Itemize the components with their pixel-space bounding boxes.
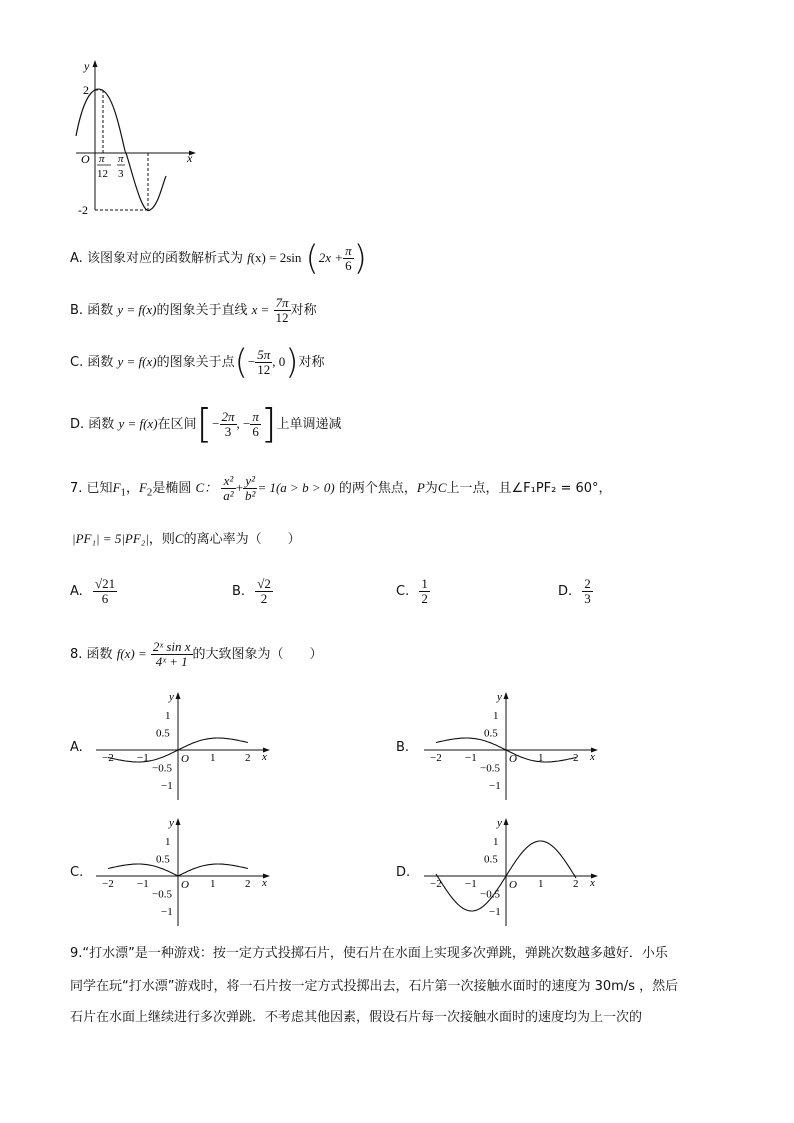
x-tick-neg2: −2 [430, 878, 442, 890]
fraction [255, 577, 273, 605]
right-paren: ) [353, 238, 367, 279]
option-text: 对称 [298, 355, 325, 370]
denominator: 2 [260, 591, 268, 606]
fraction [93, 577, 117, 605]
y-tick-neg0.5: −0.5 [480, 762, 500, 775]
denominator: 6 [101, 591, 109, 606]
option-text: 函数 [87, 303, 114, 318]
math-var: P [416, 480, 425, 495]
y-axis-label: y [497, 817, 502, 829]
y-tick-neg0.5: −0.5 [152, 762, 172, 775]
y-axis-label: y [497, 691, 502, 703]
numerator: x² [221, 474, 235, 489]
math-expr: |PF₁| = 5|PF₂| [72, 531, 149, 546]
x-tick-1: 1 [538, 752, 544, 764]
fraction [343, 244, 354, 272]
x-tick-neg1: −1 [137, 752, 149, 764]
denominator: b² [245, 488, 256, 503]
tick-12: 12 [97, 168, 108, 180]
minus-sign: − [247, 354, 256, 369]
numerator: π [345, 243, 352, 259]
numerator: 2ˣ sin x [152, 639, 191, 655]
denominator: 6 [345, 258, 352, 273]
y-tick-0.5: 0.5 [156, 853, 170, 866]
origin-label: O [181, 879, 189, 891]
option-label: C. [70, 355, 84, 370]
x-tick-1: 1 [210, 752, 216, 764]
x-axis-label: x [262, 877, 267, 889]
q7-choice-c[interactable] [396, 570, 430, 614]
math-expr: = 1(a > b > 0) [257, 480, 335, 495]
numerator: 2 [584, 576, 591, 592]
y-tick-neg0.5: −0.5 [480, 888, 500, 901]
question-text: 的离心率为（ ） [183, 532, 301, 547]
q7-choice-a[interactable] [70, 570, 117, 614]
denominator: 2 [421, 591, 428, 606]
y-tick-0.5: 0.5 [484, 853, 498, 866]
option-text: 上单调递减 [276, 417, 342, 432]
q8-graph-d[interactable] [414, 814, 614, 929]
left-bracket: [ [196, 401, 213, 448]
right-paren: ) [285, 342, 299, 383]
denominator: 12 [257, 362, 271, 377]
question-text: ，则 [148, 532, 175, 547]
question-text: 已知 [86, 481, 113, 496]
x-axis-label: x [187, 151, 193, 165]
func-expr: y = f(x) [118, 416, 158, 431]
question-text: 函数 [86, 647, 113, 662]
y-axis-arrow [176, 818, 181, 825]
q8-graph-b[interactable] [414, 688, 614, 803]
plus-sign: + [235, 480, 244, 495]
numerator: 1 [421, 576, 428, 592]
q7-choice-b[interactable] [232, 570, 273, 614]
q8-stem [70, 632, 323, 676]
left-paren: ( [234, 342, 248, 383]
denominator: 6 [252, 424, 259, 439]
option-text: 的图象关于点 [156, 355, 235, 370]
origin-label: O [81, 152, 90, 166]
y-tick-neg1: −1 [489, 906, 501, 918]
q6-option-d [70, 402, 342, 446]
q9-line-2: 同学在玩“打水漂”游戏时，将一石片按一定方式投掷出去，石片第一次接触水面时的速度为 30m/s ，然后 [70, 979, 679, 994]
origin-label: O [509, 879, 517, 891]
math-expr: , − [236, 416, 251, 431]
y-tick-neg1: −1 [161, 780, 173, 792]
x-tick-2: 2 [573, 878, 579, 890]
y-tick-neg0.5: −0.5 [152, 888, 172, 901]
option-label: B. [70, 303, 84, 318]
numerator: √2 [257, 576, 271, 592]
denominator: 12 [275, 310, 289, 325]
fraction [151, 640, 193, 668]
denominator: 3 [584, 591, 591, 606]
numerator: √21 [94, 576, 116, 592]
q8-graph-c[interactable] [86, 814, 286, 929]
q8-choice-d-label[interactable]: D. [396, 865, 411, 880]
denominator: 4ˣ + 1 [155, 654, 188, 669]
sine-curve [76, 89, 166, 210]
func-expr: y = f(x) [117, 354, 157, 369]
x-tick-2: 2 [245, 752, 251, 764]
q6-option-a [70, 238, 367, 279]
numerator: y² [243, 474, 257, 489]
numerator: 2π [221, 409, 235, 425]
math-var: F [112, 480, 121, 495]
math-expr: x = [251, 302, 270, 317]
q6-sine-graph [70, 56, 205, 216]
x-tick-2: 2 [573, 752, 579, 764]
math-var: C [437, 480, 447, 495]
fraction [243, 474, 257, 502]
y-axis-label: y [169, 817, 174, 829]
q7-stem-line1 [70, 466, 612, 510]
y-axis-arrow [504, 692, 509, 699]
q9-line-1: 9.“打水漂”是一种游戏：按一定方式投掷石片，使石片在水面上实现多次弹跳，弹跳次数越多越好．小乐 [70, 946, 668, 961]
y-tick-neg1: −1 [489, 780, 501, 792]
right-bracket: ] [260, 401, 277, 448]
y-tick-2: 2 [83, 83, 89, 97]
left-paren: ( [305, 238, 319, 279]
y-tick-1: 1 [493, 710, 499, 722]
q8-choice-c-label[interactable]: C. [70, 865, 84, 880]
option-text: 函数 [88, 417, 115, 432]
func-expr: (x) = 2sin [250, 250, 302, 265]
x-tick-neg2: −2 [102, 878, 114, 890]
y-tick-neg2: -2 [78, 203, 88, 216]
x-tick-neg2: −2 [430, 752, 442, 764]
fraction [419, 577, 430, 605]
tick-pi-a: π [99, 153, 105, 165]
y-tick-1: 1 [165, 710, 171, 722]
subscript: 2 [146, 486, 153, 499]
question-text: 是椭圆 [152, 481, 192, 496]
y-tick-1: 1 [493, 836, 499, 848]
q8-choice-a-label[interactable]: A. [70, 740, 83, 755]
y-axis-arrow [176, 692, 181, 699]
fraction [220, 410, 237, 438]
q8-graph-a[interactable] [86, 688, 286, 803]
question-text: ， [125, 481, 139, 496]
y-tick-0.5: 0.5 [156, 727, 170, 740]
subscript: 1 [120, 486, 126, 499]
numerator: 5π [257, 347, 271, 363]
q8-choice-b-label[interactable]: B. [396, 740, 410, 755]
y-tick-1: 1 [165, 836, 171, 848]
option-text: 该图象对应的函数解析式为 [86, 251, 243, 266]
math-var: F [138, 480, 147, 495]
x-tick-1: 1 [210, 878, 216, 890]
fraction [274, 296, 291, 324]
origin-label: O [181, 753, 189, 765]
question-number: 8. [70, 647, 83, 662]
denominator: a² [223, 488, 234, 503]
choice-label: C. [396, 584, 410, 599]
x-tick-2: 2 [245, 878, 251, 890]
arg-expr: 2x + [318, 250, 344, 265]
y-tick-0.5: 0.5 [484, 727, 498, 740]
fraction [582, 577, 593, 605]
math-var: C [174, 531, 184, 546]
minus-sign: − [212, 416, 220, 431]
tick-3: 3 [118, 168, 124, 180]
x-axis-label: x [590, 751, 595, 763]
func-expr: y = f(x) [117, 302, 157, 317]
q7-choice-d[interactable] [558, 570, 593, 614]
question-text: 的两个焦点， [338, 481, 417, 496]
fraction [250, 410, 261, 438]
q7-stem-line2 [72, 524, 301, 554]
x-tick-neg1: −1 [465, 878, 477, 890]
x-tick-neg1: −1 [465, 752, 477, 764]
numerator: 7π [275, 295, 289, 311]
option-text: 的图象关于直线 [156, 303, 248, 318]
math-var: C： [195, 480, 218, 495]
origin-label: O [509, 753, 517, 765]
x-tick-neg1: −1 [137, 878, 149, 890]
x-axis-label: x [262, 751, 267, 763]
choice-label: B. [232, 584, 246, 599]
question-text: 为 [424, 481, 438, 496]
func-name: f [247, 250, 251, 265]
q9-line-3: 石片在水面上继续进行多次弹跳．不考虑其他因素，假设石片每一次接触水面时的速度均为上一次的 [70, 1010, 643, 1025]
y-tick-neg1: −1 [161, 906, 173, 918]
x-tick-neg2: −2 [102, 752, 114, 764]
y-axis-label: y [84, 59, 90, 73]
y-axis-label: y [169, 691, 174, 703]
option-text: 函数 [87, 355, 114, 370]
question-text: 的大致图象为（ ） [192, 647, 323, 662]
numerator: π [252, 409, 259, 425]
x-axis-label: x [590, 877, 595, 889]
choice-label: D. [558, 584, 573, 599]
question-text: 上一点，且∠F₁PF₂ = 60°， [446, 481, 612, 496]
q6-option-b [70, 292, 317, 328]
option-label: D. [70, 417, 85, 432]
denominator: 3 [224, 424, 232, 439]
question-number: 7. [70, 481, 83, 496]
y-axis-arrow [504, 818, 509, 825]
x-tick-1: 1 [538, 878, 544, 890]
option-text: 在区间 [157, 417, 197, 432]
math-expr: f(x) = [116, 646, 147, 661]
option-text: 对称 [290, 303, 317, 318]
q6-option-c [70, 342, 325, 382]
math-expr: , 0 [272, 354, 286, 369]
option-label: A. [70, 251, 83, 266]
choice-label: A. [70, 584, 83, 599]
fraction [255, 348, 272, 376]
tick-pi-b: π [118, 153, 124, 165]
fraction [221, 474, 235, 502]
